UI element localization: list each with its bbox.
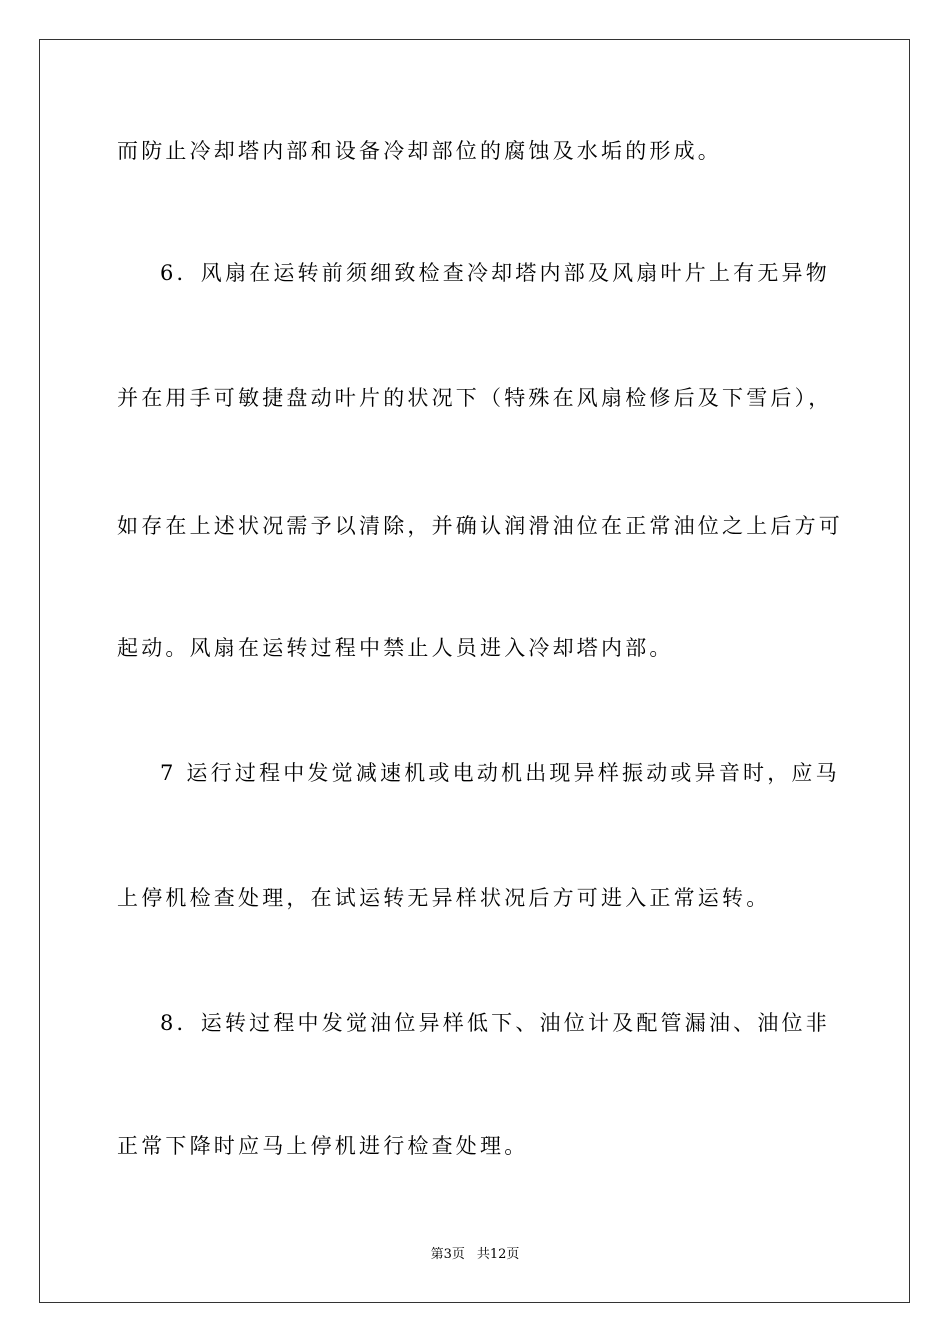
- text-line-8: 8．运转过程中发觉油位异样低下、油位计及配管漏油、油位非: [160, 1011, 830, 1035]
- page-footer: [0, 1246, 950, 1264]
- text-line-6: 7 运行过程中发觉减速机或电动机出现异样振动或异音时，应马: [160, 761, 840, 785]
- text-line-7: 上停机检查处理，在试运转无异样状况后方可进入正常运转。: [117, 886, 771, 910]
- text-line-2: 6．风扇在运转前须细致检查冷却塔内部及风扇叶片上有无异物: [160, 261, 830, 285]
- text-line-3: 并在用手可敏捷盘动叶片的状况下（特殊在风扇检修后及下雪后），: [117, 386, 833, 410]
- text-line-4: 如存在上述状况需予以清除，并确认润滑油位在正常油位之上后方可: [117, 514, 843, 538]
- text-line-1: 而防止冷却塔内部和设备冷却部位的腐蚀及水垢的形成。: [117, 139, 722, 163]
- page-number: 第3页: [430, 1247, 465, 1262]
- text-line-5: 起动。风扇在运转过程中禁止人员进入冷却塔内部。: [117, 636, 674, 660]
- page-frame: [39, 39, 910, 1303]
- total-pages: 共12页: [476, 1247, 520, 1262]
- text-line-9: 正常下降时应马上停机进行检查处理。: [117, 1134, 529, 1158]
